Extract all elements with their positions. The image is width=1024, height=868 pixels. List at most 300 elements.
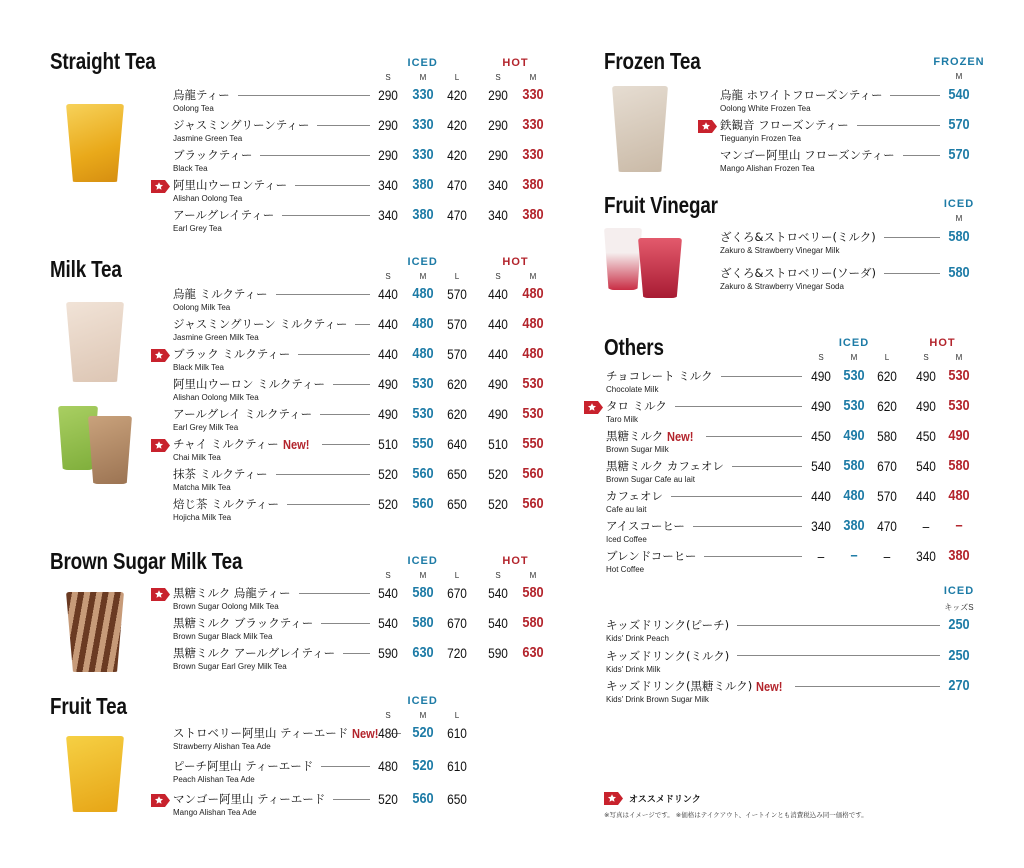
leader-line — [299, 593, 370, 594]
group-header-hot: HOT — [929, 337, 956, 349]
price: 540 — [378, 615, 398, 631]
menu-item — [606, 458, 802, 488]
price: 580 — [412, 584, 434, 601]
item-name-en: Alishan Oolong Tea — [173, 194, 243, 203]
group-header-iced: ICED — [838, 337, 870, 349]
item-name-en: Oolong Tea — [173, 104, 214, 113]
price: 670 — [447, 615, 467, 631]
price: 510 — [378, 436, 398, 452]
item-name-ja: 烏龍 ミルクティー — [173, 287, 268, 301]
price: 560 — [412, 465, 434, 482]
price: 540 — [948, 86, 970, 103]
price: 560 — [412, 495, 434, 512]
menu-item — [606, 368, 802, 398]
price: 570 — [877, 488, 897, 504]
item-name-ja: 抹茶 ミルクティー — [173, 467, 268, 481]
item-name-ja: 鉄観音 フローズンティー — [720, 118, 849, 132]
price: 580 — [948, 264, 970, 281]
price: 590 — [488, 645, 508, 661]
price: 620 — [447, 406, 467, 422]
price: 650 — [447, 466, 467, 482]
price: 490 — [948, 427, 970, 444]
price: 530 — [522, 405, 544, 422]
price: 440 — [488, 286, 508, 302]
item-name-en: Alishan Oolong Milk Tea — [173, 393, 259, 402]
size-label: S — [495, 73, 501, 82]
item-name-ja: アールグレイ ミルクティー — [173, 407, 313, 421]
item-name-en: Kids' Drink Milk — [606, 664, 661, 674]
item-name-ja: ざくろ&ストロベリー(ミルク) — [720, 230, 876, 244]
price: 550 — [412, 435, 434, 452]
item-name-en: Kids' Drink Peach — [606, 634, 669, 643]
leader-line — [298, 354, 370, 355]
price: 610 — [447, 725, 467, 741]
price: – — [955, 517, 963, 534]
recommended-star-icon — [151, 794, 170, 807]
size-label: S — [385, 571, 391, 580]
size-label: M — [419, 711, 427, 720]
item-name-ja: 焙じ茶 ミルクティー — [173, 497, 280, 511]
recommended-star-icon — [584, 401, 603, 414]
size-label: M — [955, 214, 963, 223]
new-badge: New! — [352, 725, 379, 741]
group-header-iced: ICED — [407, 256, 438, 268]
item-name-en: Taro Milk — [606, 415, 639, 424]
price: 380 — [522, 176, 544, 193]
price: 490 — [843, 427, 865, 444]
item-name-en: Black Tea — [173, 164, 208, 173]
price: 580 — [843, 457, 865, 474]
size-label: M — [419, 73, 427, 82]
size-label: L — [454, 272, 460, 281]
item-name-ja: チャイ ミルクティー — [173, 437, 279, 451]
price: 490 — [378, 376, 398, 392]
menu-item — [173, 286, 370, 316]
item-name-en: Zakuro & Strawberry Vinegar Milk — [720, 246, 840, 255]
price: 490 — [488, 376, 508, 392]
size-label: キッズS — [944, 603, 974, 612]
price: 520 — [488, 466, 508, 482]
leader-line — [857, 125, 940, 126]
price: 530 — [412, 405, 434, 422]
price: 620 — [877, 398, 897, 414]
leader-line — [903, 155, 940, 156]
price: 630 — [522, 644, 544, 661]
item-name-ja: マンゴー阿里山 ティーエード — [173, 792, 326, 806]
size-label: M — [419, 571, 427, 580]
price: 480 — [412, 285, 434, 302]
menu-item — [606, 428, 802, 458]
size-label: S — [385, 272, 391, 281]
item-name-en: Cafe au lait — [606, 505, 647, 514]
price: 490 — [488, 406, 508, 422]
size-label: L — [454, 571, 460, 580]
size-label: M — [419, 272, 427, 281]
item-name-ja: ブレンドコーヒー — [606, 549, 697, 563]
menu-item — [720, 87, 940, 117]
new-badge: New! — [667, 428, 694, 444]
price: 380 — [412, 176, 434, 193]
menu-item — [606, 617, 940, 647]
price: 670 — [447, 585, 467, 601]
price: 440 — [378, 316, 398, 332]
leader-line — [333, 384, 370, 385]
item-name-en: Oolong White Frozen Tea — [720, 104, 811, 113]
price: 470 — [447, 177, 467, 193]
price: 380 — [843, 517, 865, 534]
item-name-en: Brown Sugar Earl Grey Milk Tea — [173, 662, 287, 671]
price: 440 — [378, 286, 398, 302]
leader-line — [732, 466, 802, 467]
item-name-ja: ストロベリー阿里山 ティーエード — [173, 726, 349, 740]
price: 480 — [378, 758, 398, 774]
menu-item — [173, 436, 370, 466]
price: 380 — [948, 547, 970, 564]
group-header-iced: ICED — [407, 695, 438, 707]
price: 290 — [378, 87, 398, 103]
leader-line — [706, 436, 802, 437]
size-label: L — [884, 353, 890, 362]
price: 670 — [877, 458, 897, 474]
legend-label: オススメドリンク — [629, 795, 701, 805]
group-header-iced: ICED — [407, 555, 438, 567]
price: 330 — [522, 146, 544, 163]
item-name-ja: 阿里山ウーロン ミルクティー — [173, 377, 326, 391]
recommended-star-icon — [151, 588, 170, 601]
price: 480 — [522, 315, 544, 332]
menu-item — [606, 488, 802, 518]
leader-line — [317, 125, 370, 126]
item-name-ja: キッズドリンク(黒糖ミルク) — [606, 679, 753, 693]
price: 570 — [447, 316, 467, 332]
menu-item — [173, 316, 370, 346]
leader-line — [321, 623, 370, 624]
menu-item — [173, 147, 370, 177]
menu-item — [720, 265, 940, 295]
recommended-star-icon — [604, 792, 623, 805]
item-name-ja: キッズドリンク(ピーチ) — [606, 618, 730, 632]
menu-item — [606, 548, 802, 578]
item-name-en: Earl Grey Tea — [173, 224, 222, 233]
footer-legend — [604, 792, 701, 805]
item-name-ja: 烏龍ティー — [173, 88, 230, 102]
price: 290 — [488, 87, 508, 103]
price: 520 — [378, 466, 398, 482]
item-name-ja: 黒糖ミルク — [606, 429, 664, 443]
group-header-hot: HOT — [502, 256, 529, 268]
price: 340 — [488, 207, 508, 223]
item-name-ja: ざくろ&ストロベリー(ソーダ) — [720, 266, 876, 280]
price: 570 — [948, 146, 970, 163]
leader-line — [693, 526, 802, 527]
price: 520 — [412, 724, 434, 741]
item-name-ja: カフェオレ — [606, 489, 663, 503]
price: 480 — [522, 285, 544, 302]
price: – — [850, 547, 858, 564]
group-header-iced: ICED — [943, 198, 975, 210]
price: 480 — [412, 315, 434, 332]
price: 490 — [811, 398, 831, 414]
menu-item — [173, 376, 370, 406]
price: 540 — [378, 585, 398, 601]
price: 420 — [447, 147, 467, 163]
price: 530 — [412, 375, 434, 392]
price: 290 — [488, 147, 508, 163]
price: 450 — [916, 428, 936, 444]
size-label: S — [385, 73, 391, 82]
price: 330 — [522, 86, 544, 103]
leader-line — [704, 556, 802, 557]
price: 480 — [843, 487, 865, 504]
price: 550 — [522, 435, 544, 452]
price: 480 — [378, 725, 398, 741]
leader-line — [295, 185, 370, 186]
size-label: M — [529, 272, 537, 281]
price: 330 — [522, 116, 544, 133]
item-name-en: Mango Alishan Frozen Tea — [720, 164, 815, 173]
price: 470 — [447, 207, 467, 223]
price: 540 — [488, 585, 508, 601]
price: 620 — [447, 376, 467, 392]
leader-line — [884, 273, 940, 274]
leader-line — [675, 406, 802, 407]
item-name-ja: マンゴー阿里山 フローズンティー — [720, 148, 895, 162]
price: 440 — [916, 488, 936, 504]
leader-line — [737, 655, 940, 656]
price: 490 — [378, 406, 398, 422]
leader-line — [884, 237, 940, 238]
price: 450 — [811, 428, 831, 444]
price: 490 — [916, 368, 936, 384]
price: 330 — [412, 116, 434, 133]
price: 290 — [488, 117, 508, 133]
price: 560 — [522, 465, 544, 482]
menu-item — [173, 346, 370, 376]
price: 580 — [948, 228, 970, 245]
price: 580 — [522, 584, 544, 601]
group-header-frozen: FROZEN — [933, 56, 985, 68]
leader-line — [795, 686, 940, 687]
size-label: S — [818, 353, 824, 362]
price: 250 — [948, 616, 970, 633]
price: 440 — [488, 316, 508, 332]
price: 420 — [447, 87, 467, 103]
item-name-ja: ブラックティー — [173, 148, 253, 162]
size-label: M — [850, 353, 858, 362]
size-label: S — [385, 711, 391, 720]
item-name-en: Earl Grey Milk Tea — [173, 423, 239, 432]
price: 340 — [916, 548, 936, 564]
size-label: M — [529, 571, 537, 580]
price: 640 — [447, 436, 467, 452]
menu-item — [173, 87, 370, 117]
price: 250 — [948, 646, 970, 664]
item-name-en: Chai Milk Tea — [173, 453, 221, 462]
leader-line — [322, 444, 370, 445]
price: 540 — [916, 458, 936, 474]
menu-item — [720, 117, 940, 147]
menu-item — [606, 648, 940, 678]
item-name-en: Brown Sugar Black Milk Tea — [173, 632, 273, 641]
group-header-hot: HOT — [502, 555, 529, 567]
price: – — [883, 548, 891, 564]
price: 570 — [447, 286, 467, 302]
price: 510 — [488, 436, 508, 452]
menu-item — [173, 496, 370, 526]
menu-item — [173, 207, 370, 237]
item-name-en: Jasmine Green Tea — [173, 134, 243, 143]
item-name-en: Black Milk Tea — [173, 363, 224, 372]
price: 330 — [412, 146, 434, 163]
leader-line — [276, 294, 370, 295]
leader-line — [737, 625, 940, 626]
item-name-en: Chocolate Milk — [606, 385, 659, 394]
item-name-ja: チョコレート ミルク — [606, 369, 713, 383]
price: 580 — [877, 428, 897, 444]
price: 530 — [843, 367, 865, 384]
price: 580 — [412, 614, 434, 631]
menu-item — [173, 585, 370, 615]
price: 290 — [378, 117, 398, 133]
section-title: Frozen Tea — [604, 48, 701, 74]
price: 540 — [488, 615, 508, 631]
section-title: Straight Tea — [50, 48, 156, 74]
recommended-star-icon — [151, 180, 170, 193]
menu-item — [606, 518, 802, 548]
group-header-hot: HOT — [502, 57, 529, 69]
item-name-ja: 黒糖ミルク ブラックティー — [173, 616, 314, 630]
price: 340 — [811, 518, 831, 534]
size-label: M — [955, 353, 963, 362]
item-name-ja: 阿里山ウーロンティー — [173, 178, 288, 192]
section-title: Brown Sugar Milk Tea — [50, 548, 243, 574]
price: 630 — [412, 644, 434, 661]
leader-line — [276, 474, 370, 475]
price: 340 — [488, 177, 508, 193]
price: 560 — [522, 495, 544, 512]
price: 290 — [378, 147, 398, 163]
group-header-iced: ICED — [943, 585, 975, 597]
item-name-en: Zakuro & Strawberry Vinegar Soda — [720, 282, 844, 291]
price: 480 — [522, 345, 544, 362]
item-name-ja: キッズドリンク(ミルク) — [606, 648, 730, 663]
menu-item — [720, 229, 940, 259]
menu-item — [173, 406, 370, 436]
price: 580 — [522, 614, 544, 631]
new-badge: New! — [282, 436, 310, 452]
leader-line — [890, 95, 940, 96]
item-name-en: Mango Alishan Tea Ade — [173, 808, 257, 817]
item-name-en: Brown Sugar Cafe au lait — [606, 475, 695, 484]
price: 530 — [948, 367, 970, 384]
price: – — [922, 518, 930, 534]
item-name-ja: ジャスミングリーンティー — [173, 118, 310, 132]
leader-line — [355, 324, 370, 325]
item-name-en: Hot Coffee — [606, 565, 645, 574]
section-title: Fruit Tea — [50, 693, 127, 719]
item-name-en: Strawberry Alishan Tea Ade — [173, 742, 271, 751]
size-label: M — [529, 73, 537, 82]
recommended-star-icon — [151, 439, 170, 452]
menu-item — [606, 678, 940, 708]
price: 540 — [811, 458, 831, 474]
price: 720 — [447, 645, 467, 661]
price: 440 — [488, 346, 508, 362]
price: 330 — [412, 86, 434, 103]
price: 520 — [378, 791, 398, 807]
item-name-en: Hojicha Milk Tea — [173, 513, 232, 522]
leader-line — [333, 799, 370, 800]
price: 610 — [447, 758, 467, 774]
item-name-en: Brown Sugar Oolong Milk Tea — [173, 602, 279, 611]
footer-note: ※写真はイメージです。 ※価格はテイクアウト、イートインとも消費税込み同一価格です。 — [604, 811, 868, 819]
price: 570 — [447, 346, 467, 362]
menu-item — [173, 645, 370, 675]
item-name-en: Matcha Milk Tea — [173, 483, 231, 492]
price: 590 — [378, 645, 398, 661]
item-name-en: Brown Sugar Milk — [606, 445, 669, 454]
price: 490 — [916, 398, 936, 414]
price: 530 — [948, 397, 970, 414]
price: – — [817, 548, 825, 564]
leader-line — [260, 155, 370, 156]
price: 380 — [522, 206, 544, 223]
price: 530 — [522, 375, 544, 392]
leader-line — [320, 414, 370, 415]
price: 270 — [948, 677, 970, 694]
leader-line — [282, 215, 370, 216]
price: 520 — [488, 496, 508, 512]
price: 440 — [378, 346, 398, 362]
item-name-ja: アイスコーヒー — [606, 519, 685, 533]
price: 490 — [811, 368, 831, 384]
leader-line — [287, 504, 370, 505]
item-name-ja: ジャスミングリーン ミルクティー — [173, 317, 348, 331]
price: 650 — [447, 791, 467, 807]
price: 520 — [378, 496, 398, 512]
item-name-ja: 黒糖ミルク カフェオレ — [606, 459, 724, 473]
menu-item — [173, 791, 370, 821]
price: 560 — [412, 790, 434, 807]
leader-line — [671, 496, 802, 497]
menu-item — [720, 147, 940, 177]
menu-item — [173, 725, 379, 755]
menu-item — [173, 466, 370, 496]
menu-item — [173, 615, 370, 645]
recommended-star-icon — [151, 349, 170, 362]
section-title: Fruit Vinegar — [604, 192, 718, 218]
item-name-ja: 烏龍 ホワイトフローズンティー — [720, 88, 883, 102]
size-label: S — [495, 571, 501, 580]
price: 570 — [948, 116, 970, 133]
price: 480 — [412, 345, 434, 362]
item-name-ja: タロ ミルク — [606, 399, 667, 413]
item-name-en: Kids' Drink Brown Sugar Milk — [606, 695, 709, 704]
price: 380 — [412, 206, 434, 223]
price: 480 — [948, 487, 970, 504]
leader-line — [343, 653, 370, 654]
menu-item — [173, 177, 370, 207]
item-name-en: Iced Coffee — [606, 535, 647, 544]
section-title: Milk Tea — [50, 256, 122, 282]
section-title: Others — [604, 334, 664, 360]
item-name-ja: ピーチ阿里山 ティーエード — [173, 759, 314, 773]
menu-item — [173, 758, 370, 788]
price: 530 — [843, 397, 865, 414]
price: 580 — [948, 457, 970, 474]
item-name-en: Oolong Milk Tea — [173, 303, 231, 312]
price: 340 — [378, 177, 398, 193]
